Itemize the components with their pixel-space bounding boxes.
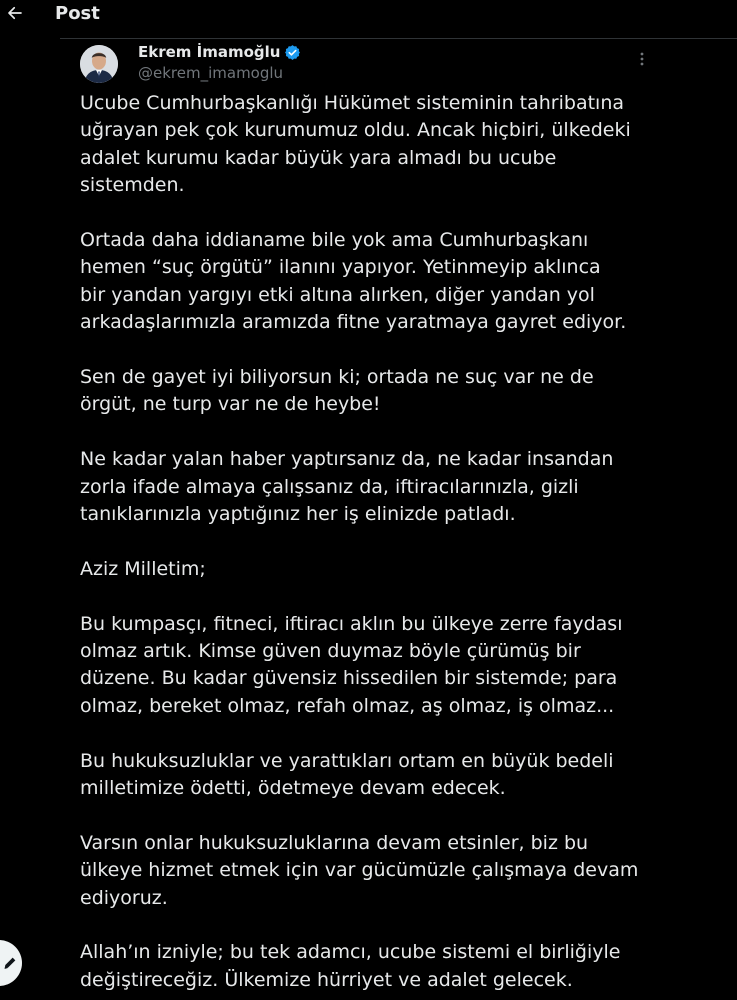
avatar-photo [80, 45, 118, 83]
post-paragraph: Varsın onlar hukuksuzluklarına devam etsinler, biz bu ülkeye hizmet etmek için var gücümüzle çalışmaya devam ediyoruz. [80, 831, 639, 909]
post-paragraph: Ortada daha iddianame bile yok ama Cumhurbaşkanı hemen “suç örgütü” ilanını yapıyor. Yetinmeyip aklınca bir yandan yargıyı etki altına alırken, diğer yandan yol arkadaşlarımızla aramızda fitne yaratmaya gayret ediyor. [80, 229, 627, 334]
more-options-button[interactable] [634, 50, 650, 68]
post-paragraph: Aziz Milletim; [80, 557, 206, 580]
header-divider [60, 38, 737, 39]
verified-badge-icon [284, 44, 301, 61]
post-paragraph: Allah’ın izniyle; bu tek adamcı, ucube sistemi el birliğiyle değiştireceğiz. Ülkemize hürriyet ve adalet gelecek. [80, 941, 621, 991]
more-vertical-icon [640, 52, 644, 66]
author-name-row[interactable] [138, 42, 301, 62]
author-name: Ekrem İmamoğlu [138, 43, 281, 61]
post-paragraph: Bu hukuksuzluklar ve yarattıkları ortam en büyük bedeli milletimize ödetti, ödetmeye devam edecek. [80, 749, 614, 800]
author-handle[interactable]: @ekrem_imamoglu [138, 64, 284, 82]
top-bar [0, 0, 737, 30]
post-text [80, 90, 680, 994]
post-paragraph: Ucube Cumhurbaşkanlığı Hükümet sisteminin tahribatına uğrayan pek çok kurumumuz oldu. Ancak hiçbiri, ülkedeki adalet kurumu kadar büyük yara almadı bu ucube sistemden. [80, 92, 631, 197]
avatar[interactable] [80, 45, 118, 83]
post-paragraph: Bu kumpasçı, fitneci, iftiracı aklın bu ülkeye zerre faydası olmaz artık. Kimse güven duymaz böyle çürümüş bir düzene. Bu kadar güvensiz hissedilen bir sistemde; para olmaz, bereket olmaz, refah olmaz, aş olmaz, iş olmaz... [80, 612, 623, 717]
compose-pencil-icon [2, 955, 18, 971]
back-button[interactable] [4, 2, 26, 24]
arrow-left-icon [6, 4, 24, 22]
post-paragraph: Ne kadar yalan haber yaptırsanız da, ne kadar insandan zorla ifade almaya çalışsanız da, iftiracılarınızla, gizli tanıklarınızla yaptığınız her iş elinizde patladı. [80, 448, 614, 526]
compose-button[interactable] [0, 940, 22, 986]
page-title: Post [55, 3, 100, 24]
post-paragraph: Sen de gayet iyi biliyorsun ki; ortada ne suç var ne de örgüt, ne turp var ne de heybe! [80, 366, 594, 416]
